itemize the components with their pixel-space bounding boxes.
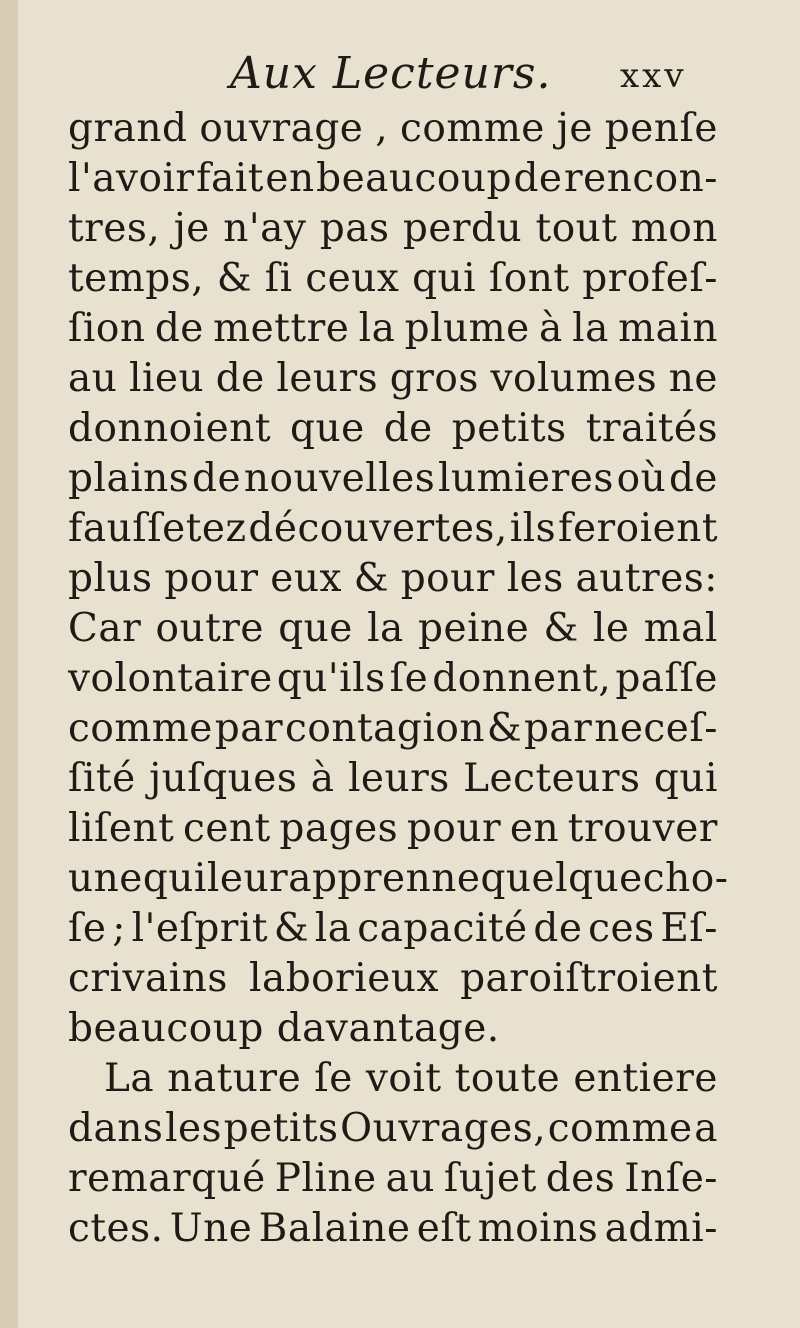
text-line xyxy=(68,254,718,304)
word: plains xyxy=(68,456,190,501)
word: ſe xyxy=(314,1056,353,1101)
word: comme xyxy=(400,106,545,151)
word: dans xyxy=(68,1106,164,1151)
page-number: xxv xyxy=(620,56,687,96)
word: pour xyxy=(406,806,502,851)
text-line xyxy=(68,854,729,904)
word: mal xyxy=(643,606,718,651)
running-title: Aux Lecteurs. xyxy=(230,48,552,99)
word: ſité xyxy=(68,756,136,801)
word: moins xyxy=(477,1206,599,1251)
word: grand xyxy=(68,106,188,151)
word: par xyxy=(523,706,593,751)
word: leurs xyxy=(276,356,379,401)
word: peine xyxy=(418,606,530,651)
word: ctes. xyxy=(68,1206,164,1251)
word: traités xyxy=(585,406,718,451)
word: & xyxy=(486,706,523,751)
word: liſent xyxy=(68,806,175,851)
word: donnoient xyxy=(68,406,272,451)
word: les xyxy=(506,556,564,601)
word: beaucoup xyxy=(316,156,512,201)
word: paſſe xyxy=(615,656,718,701)
word: & xyxy=(273,906,310,951)
word: que xyxy=(290,406,365,451)
word: paroiſtroient xyxy=(460,956,718,1001)
word: petits xyxy=(223,1106,339,1151)
word: fauſſetez xyxy=(68,506,247,551)
word: tres, xyxy=(68,206,161,251)
word: ſe xyxy=(389,656,429,701)
word: eux xyxy=(270,556,342,601)
word: le xyxy=(592,606,630,651)
text-line xyxy=(68,104,718,154)
word: juſques xyxy=(149,756,298,801)
word: leur xyxy=(206,856,289,901)
word: qui xyxy=(653,756,718,801)
text-line xyxy=(68,454,718,504)
text-line xyxy=(68,204,718,254)
word: ſe xyxy=(68,906,107,951)
word: à xyxy=(310,756,335,801)
word: capacité xyxy=(357,906,528,951)
word: crivains xyxy=(68,956,228,1001)
word: a xyxy=(694,1106,718,1151)
word: ceux xyxy=(305,256,400,301)
word: je xyxy=(173,206,210,251)
word: de xyxy=(533,906,583,951)
word: Inſe- xyxy=(624,1156,718,1201)
word: pages xyxy=(279,806,399,851)
word: feroient xyxy=(558,506,718,551)
word: pas xyxy=(319,206,390,251)
word: de xyxy=(154,306,204,351)
word: & xyxy=(353,556,389,601)
word: pour xyxy=(400,556,495,601)
word: admi- xyxy=(604,1206,718,1251)
word: en xyxy=(265,156,315,201)
text-line xyxy=(68,554,718,604)
word: lieu xyxy=(128,356,205,401)
word: La xyxy=(104,1056,155,1101)
text-line xyxy=(68,704,718,754)
word: apprenne xyxy=(288,856,481,901)
word: de xyxy=(192,456,242,501)
word: lumieres xyxy=(437,456,614,501)
word: Une xyxy=(169,1206,253,1251)
word: plus xyxy=(68,556,153,601)
word: mettre xyxy=(213,306,350,351)
word: voit xyxy=(365,1056,442,1101)
word: & xyxy=(543,606,579,651)
word: ne xyxy=(668,356,718,401)
word: ſi xyxy=(264,256,293,301)
word: découvertes, xyxy=(248,506,508,551)
word: l'eſprit xyxy=(131,906,269,951)
text-line xyxy=(68,304,718,354)
word: ſujet xyxy=(443,1156,537,1201)
word: de xyxy=(513,156,563,201)
text-line xyxy=(68,954,718,1004)
body-text xyxy=(68,104,729,1254)
word: toute xyxy=(454,1056,561,1101)
word: nature xyxy=(167,1056,302,1101)
word: fait xyxy=(196,156,264,201)
word: volumes xyxy=(490,356,658,401)
word: au xyxy=(385,1156,435,1201)
word: qui xyxy=(412,256,477,301)
word: main xyxy=(618,306,718,351)
word: neceſ- xyxy=(594,706,718,751)
word: rencon- xyxy=(564,156,718,201)
page-header xyxy=(0,48,800,108)
word: Balaine xyxy=(258,1206,411,1251)
word: contagion xyxy=(285,706,485,751)
word: je xyxy=(556,106,593,151)
word: la xyxy=(367,606,404,651)
word: les xyxy=(164,1106,223,1151)
word: volontaire xyxy=(68,656,273,701)
word: Pline xyxy=(274,1156,377,1201)
text-line xyxy=(68,1154,718,1204)
text-line xyxy=(68,1104,718,1154)
word: n'ay xyxy=(223,206,307,251)
text-line xyxy=(68,604,718,654)
text-line-paragraph-start xyxy=(68,1054,718,1104)
word: ſont xyxy=(488,256,570,301)
word: que xyxy=(278,606,353,651)
word: trouver xyxy=(567,806,718,851)
text-line-paragraph-end: beaucoup davantage. xyxy=(68,1006,500,1051)
word: cent xyxy=(182,806,271,851)
word: pour xyxy=(164,556,259,601)
word: Ouvrages, xyxy=(340,1106,547,1151)
word: tout xyxy=(535,206,618,251)
word: Eſ- xyxy=(660,906,718,951)
word: plume xyxy=(404,306,530,351)
word: la xyxy=(572,306,609,351)
word: cho- xyxy=(642,856,729,901)
word: comme xyxy=(547,1106,693,1151)
word: comme xyxy=(68,706,213,751)
word: à xyxy=(539,306,563,351)
word: mon xyxy=(630,206,718,251)
word: entiere xyxy=(573,1056,718,1101)
text-line xyxy=(68,804,718,854)
word: au xyxy=(68,356,118,401)
word: par xyxy=(214,706,284,751)
word: nouvelles xyxy=(243,456,436,501)
word: gros xyxy=(389,356,479,401)
word: leurs xyxy=(347,756,450,801)
word: de xyxy=(215,356,265,401)
text-line xyxy=(68,404,718,454)
word: qu'ils xyxy=(276,656,386,701)
word: temps, xyxy=(68,256,205,301)
word: donnent, xyxy=(432,656,612,701)
word: outre xyxy=(155,606,264,651)
word: en xyxy=(509,806,560,851)
word: la xyxy=(314,906,352,951)
word: ces xyxy=(588,906,655,951)
word: petits xyxy=(451,406,567,451)
text-line xyxy=(68,354,718,404)
word: de xyxy=(383,406,433,451)
word: la xyxy=(358,306,396,351)
word: de xyxy=(668,456,718,501)
word: qui xyxy=(142,856,207,901)
word: quelque xyxy=(480,856,643,901)
word: profeſ- xyxy=(582,256,718,301)
word: laborieux xyxy=(248,956,439,1001)
word: penſe xyxy=(604,106,718,151)
page-gutter-edge xyxy=(0,0,18,1328)
word: l'avoir xyxy=(68,156,195,201)
word: , xyxy=(375,106,389,151)
text-line xyxy=(68,904,718,954)
word: eſt xyxy=(416,1206,472,1251)
text-line xyxy=(68,654,718,704)
text-line xyxy=(68,504,718,554)
word: remarqué xyxy=(68,1156,266,1201)
word: ouvrage xyxy=(199,106,364,151)
word: Lecteurs xyxy=(463,756,641,801)
word: ſion xyxy=(68,306,146,351)
text-line xyxy=(68,754,718,804)
word: ; xyxy=(112,906,126,951)
word: Car xyxy=(68,606,142,651)
word: où xyxy=(616,456,667,501)
word: autres: xyxy=(575,556,718,601)
text-line xyxy=(68,154,718,204)
text-line xyxy=(68,1204,718,1254)
word: perdu xyxy=(402,206,523,251)
word: des xyxy=(545,1156,616,1201)
word: & xyxy=(216,256,253,301)
word: ils xyxy=(509,506,557,551)
word: une xyxy=(68,856,143,901)
